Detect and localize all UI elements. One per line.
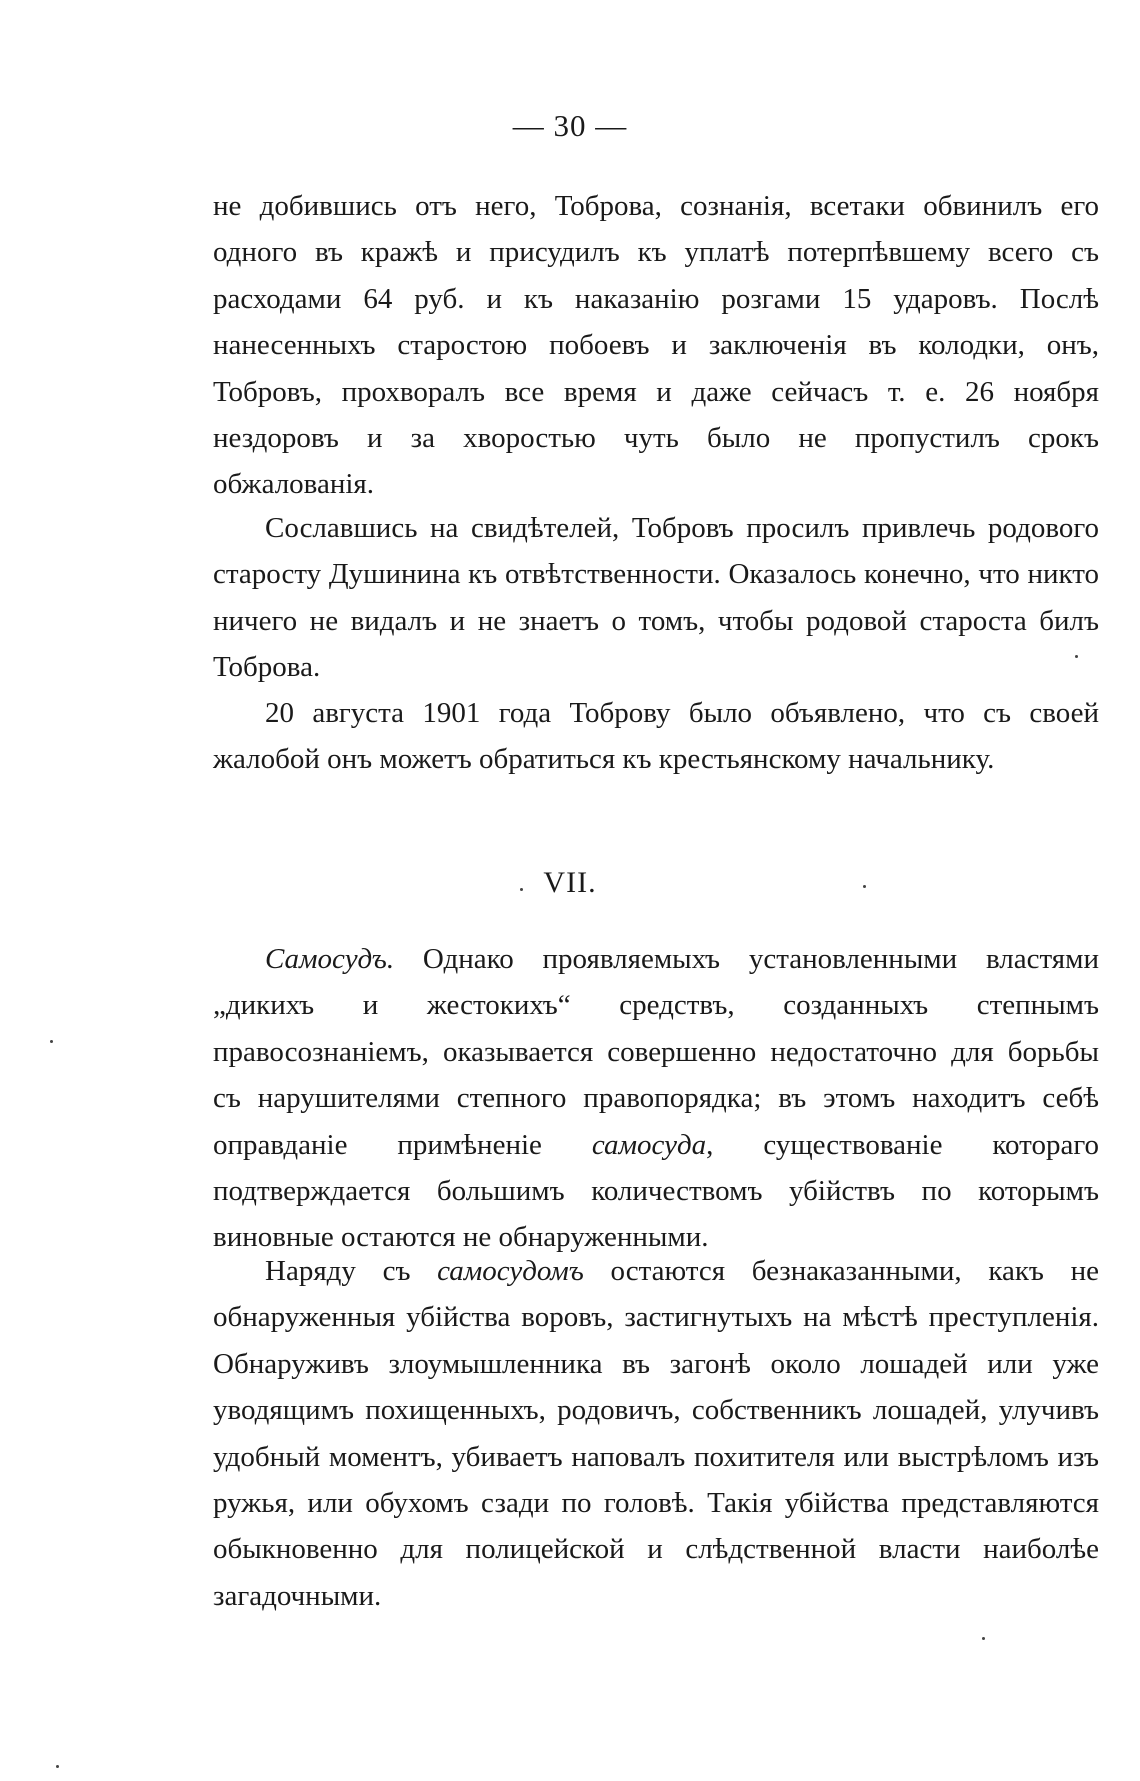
scan-speck	[56, 1765, 59, 1768]
paragraph-text	[213, 936, 1099, 1261]
paragraph-span: Однако проявляемыхъ установленными властями „дикихъ и жестокихъ“ средствъ, созданныхъ степнымъ правосознаніемъ, оказывается совершенно недостаточно для борьбы съ нарушителями степного правопорядка; въ этомъ находитъ себѣ оправданіе примѣненіе	[213, 943, 1099, 1161]
scan-speck	[50, 1040, 53, 1043]
paragraph-text: не добившись отъ него, Тоброва, сознанія, всетаки обвинилъ его одного въ кражѣ и присудилъ къ уплатѣ потерпѣвшему всего съ расходами 64 руб. и къ наказанію розгами 15 ударовъ. Послѣ нанесенныхъ старостою побоевъ и заключенія въ колодки, онъ, Тобровъ, прохворалъ все время и даже сейчасъ т. е. 26 ноября нездоровъ и за хворостью чуть было не пропустилъ срокъ обжалованія.	[213, 190, 1099, 501]
scan-speck	[982, 1637, 985, 1640]
paragraph-span: остаются безнаказанными, какъ не обнаруженныя убійства воровъ, застигнутыхъ на мѣстѣ преступленія. Обнаруживъ злоумышленника въ загонѣ около лошадей или уже уводящимъ похищенныхъ, родовичъ, собственникъ лошадей, улучивъ удобный моментъ, убиваетъ наповалъ похитителя или выстрѣломъ изъ ружья, или обухомъ сзади по головѣ. Такія убійства представляются обыкновенно для полицейской и слѣдственной власти наиболѣе загадочными.	[213, 1255, 1099, 1612]
emphasis: самосуда	[591, 1128, 707, 1161]
section-lead: Самосудъ.	[265, 943, 395, 975]
paragraph-text: Сославшись на свидѣтелей, Тобровъ просилъ привлечь родового старосту Душинина къ отвѣтственности. Оказалось конечно, что никто ничего не видалъ и не знаетъ о томъ, чтобы родовой староста билъ Тоброва.	[213, 512, 1099, 684]
scan-speck	[863, 885, 866, 888]
paragraph-2	[213, 505, 1099, 691]
paragraph-span: , существованіе котораго подтверждается большимъ количествомъ убійствъ по которымъ виновные остаются не обнаруженными.	[213, 1128, 1099, 1254]
scan-speck	[520, 888, 523, 891]
paragraph-3	[213, 690, 1099, 783]
paragraph-span: Наряду съ	[265, 1255, 438, 1287]
paragraph-text	[213, 1248, 1099, 1619]
section-heading: VII.	[543, 866, 597, 899]
paragraph-text: 20 августа 1901 года Тоброву было объявлено, что съ своей жалобой онъ можетъ обратиться къ крестьянскому начальнику.	[213, 697, 1099, 776]
page-number: — 30 —	[512, 108, 628, 143]
section-paragraph-1	[213, 936, 1099, 1261]
scan-speck	[1075, 655, 1078, 658]
paragraph-1	[213, 183, 1099, 508]
section-paragraph-2	[213, 1248, 1099, 1619]
emphasis: самосудомъ	[437, 1255, 584, 1287]
